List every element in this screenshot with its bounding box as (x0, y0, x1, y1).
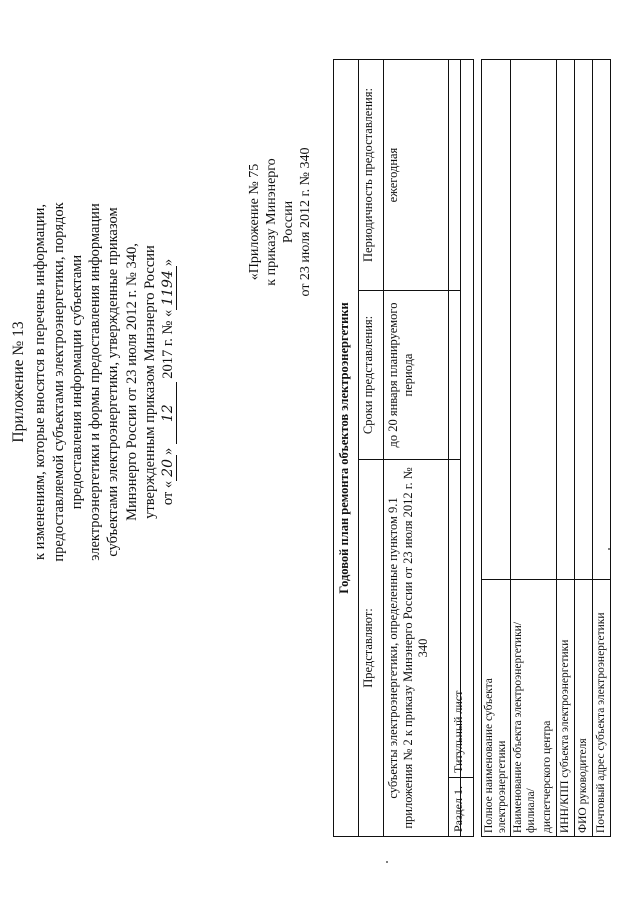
header-line: предоставляемой субъектами электроэнергетики, порядок (50, 202, 67, 562)
field-label: ФИО руководителя (575, 580, 593, 837)
header-line: утвержденным приказом Минэнерго России (142, 245, 159, 519)
field-row (593, 60, 611, 837)
appendix-75-order: к приказу Минэнерго России (264, 158, 296, 286)
appendix-13-title: Приложение № 13 (10, 321, 27, 443)
deadlines-header: Сроки представления: (359, 291, 384, 460)
form-info-table (333, 59, 461, 837)
title-page-fields-table (481, 59, 611, 837)
field-label: Наименование объекта электроэнергетики/филиала/ (511, 580, 540, 837)
field-row (575, 60, 593, 837)
appendix-13-header (10, 127, 178, 637)
header-line: Минэнерго России от 23 июля 2012 г. № 340, (123, 243, 140, 521)
presenters-header: Представляют: (359, 460, 384, 837)
handwritten-order-number: 1194 (161, 266, 177, 310)
section-table (448, 59, 474, 837)
field-row (511, 60, 540, 837)
section-title: Титульный лист (449, 60, 474, 778)
scan-speck (386, 861, 388, 863)
field-value (557, 60, 575, 580)
field-row (557, 60, 575, 837)
header-line: предоставления информации субъектами (68, 254, 85, 510)
section-label: Раздел 1. (449, 778, 474, 837)
field-row (482, 60, 511, 837)
field-label: Полное наименование субъекта электроэнергетики (482, 580, 511, 837)
frequency-header: Периодичность предоставления: (359, 60, 384, 291)
frequency-value: ежегодная (384, 60, 461, 291)
form-title-row (334, 60, 359, 837)
appendix-75-date: от 23 июля 2012 г. № 340 (298, 147, 313, 297)
field-value (575, 60, 593, 580)
presenters-value: субъекты электроэнергетики, определенные пунктом 9.1 приложения № 2 к приказу Минэнерго России от 23 июля 2012 г. № 340 (384, 460, 461, 837)
header-line: электроэнергетики и формы предоставления информации (87, 203, 104, 561)
field-label: ИНН/КПП субъекта электроэнергетики (557, 580, 575, 837)
header-line: к изменениям, которые вносятся в перечень информации, (32, 203, 49, 561)
field-value (593, 60, 611, 580)
handwritten-day: 20 (161, 455, 177, 481)
field-value (511, 60, 557, 580)
appendix-75-title: «Приложение № 75 (247, 163, 262, 281)
form-title: Годовой план ремонта объектов электроэнергетики (334, 60, 359, 837)
header-line: субъектами электроэнергетики, утвержденные приказом (105, 207, 122, 557)
section-row (449, 60, 474, 837)
scan-speck (608, 548, 610, 550)
handwritten-month: 12 (161, 382, 177, 444)
field-label: Почтовый адрес субъекта электроэнергетики (593, 580, 611, 837)
form-header-row (359, 60, 384, 837)
field-label: диспетчерского центра (539, 580, 557, 837)
order-date-line: от «20» 12 2017 г. № «1194» (160, 258, 177, 506)
field-value (482, 60, 511, 580)
deadlines-value: до 20 января планируемого периода (384, 291, 461, 460)
appendix-75-header (246, 137, 314, 307)
